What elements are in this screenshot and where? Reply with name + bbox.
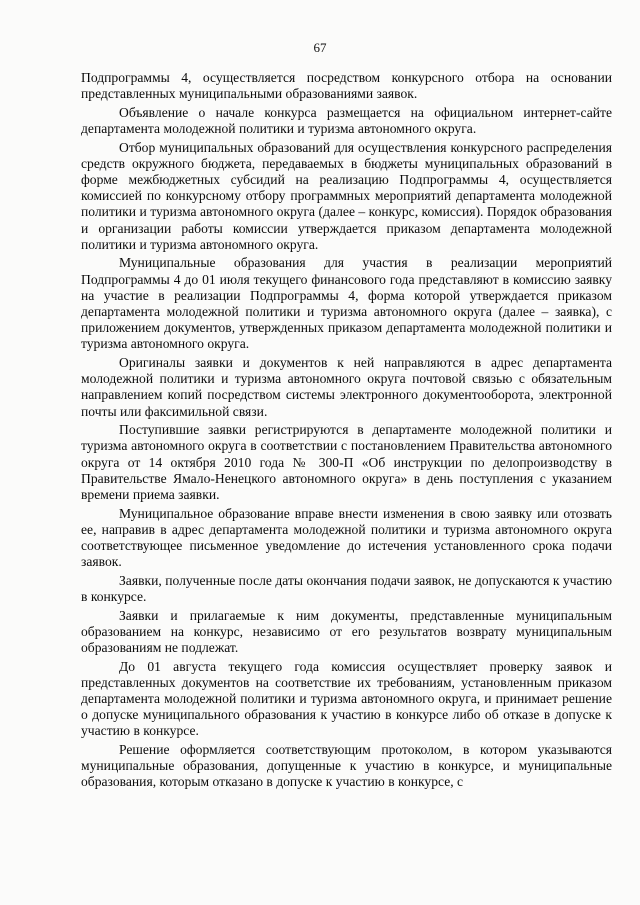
paragraph: Решение оформляется соответствующим протоколом, в котором указываются муниципальные образования, допущенные к участию в конкурсе, и муниципальные образования, которым отказано в допуске к участию в конкурсе, с <box>81 742 612 790</box>
document-body <box>81 70 612 793</box>
paragraph: Заявки и прилагаемые к ним документы, представленные муниципальным образованием на конкурс, независимо от его результатов возврату муниципальным образованиям не подлежат. <box>81 607 612 656</box>
paragraph: Муниципальные образования для участия в реализации мероприятий Подпрограммы 4 до 01 июля текущего финансового года представляют в комиссию заявку на участие в реализации Подпрограммы 4, форма которой утверждается приказом департамента молодежной политики и туризма автономного округа (далее – заявка), с приложением документов, утвержденных приказом департамента молодежной политики и туризма автономного округа. <box>81 255 612 352</box>
paragraph: Муниципальное образование вправе внести изменения в свою заявку или отозвать ее, направив в адрес департамента молодежной политики и туризма автономного округа соответствующее письменное уведомление до истечения установленного срока подачи заявок. <box>81 505 612 570</box>
paragraph: Оригиналы заявки и документов к ней направляются в адрес департамента молодежной политики и туризма автономного округа почтовой связью с обязательным направлением копий посредством системы электронного документооборота, электронной почты или факсимильной связи. <box>81 355 612 419</box>
page-number: 67 <box>313 40 327 55</box>
paragraph: Заявки, полученные после даты окончания подачи заявок, не допускаются к участию в конкурсе. <box>81 572 612 605</box>
paragraph: Отбор муниципальных образований для осуществления конкурсного распределения средств окружного бюджета, передаваемых в бюджеты муниципальных образований в форме межбюджетных субсидий на реализацию Подпрограммы 4, осуществляется комиссией по конкурсному отбору программных мероприятий департамента молодежной политики и туризма автономного округа (далее – конкурс, комиссия). Порядок образования и организации работы комиссии утверждается приказом департамента молодежной политики и туризма автономного округа. <box>81 139 612 252</box>
paragraph: До 01 августа текущего года комиссия осуществляет проверку заявок и представленных документов на соответствие их требованиям, установленным приказом департамента молодежной политики и туризма автономного округа, и принимает решение о допуске муниципального образования к участию в конкурсе либо об отказе в допуске к участию в конкурсе. <box>81 658 612 739</box>
paragraph: Поступившие заявки регистрируются в департаменте молодежной политики и туризма автономного округа в соответствии с постановлением Правительства автономного округа от 14 октября 2010 года № 300-П «Об инструкции по делопроизводству в Правительстве Ямало-Ненецкого автономного округа» в день поступления с указанием времени приема заявки. <box>81 422 612 503</box>
paragraph: Подпрограммы 4, осуществляется посредством конкурсного отбора на основании представленных муниципальными образованиями заявок. <box>81 70 612 102</box>
paragraph: Объявление о начале конкурса размещается на официальном интернет-сайте департамента молодежной политики и туризма автономного округа. <box>81 104 612 136</box>
